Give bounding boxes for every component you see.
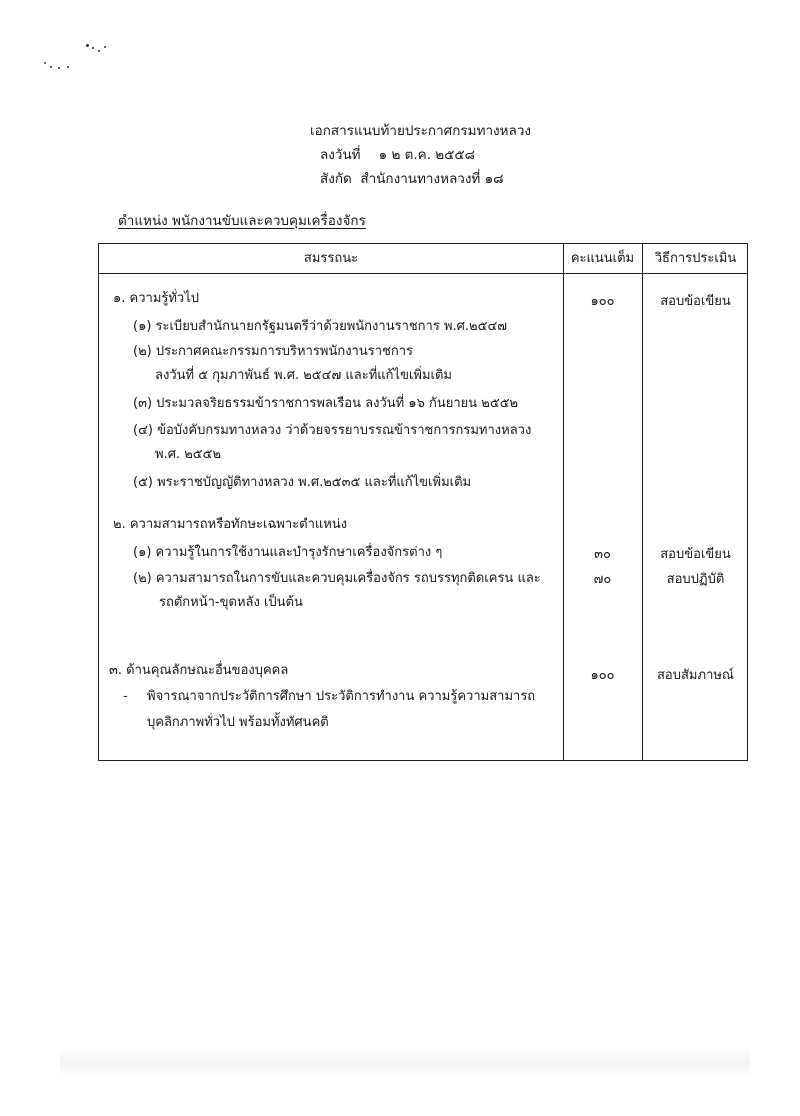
document-header — [310, 119, 531, 191]
announcement-title: เอกสารแนบท้ายประกาศกรมทางหลวง — [310, 123, 531, 139]
section3-method: สอบสัมภาษณ์ — [657, 668, 734, 683]
section1-score: ๑๐๐ — [590, 294, 615, 309]
date-label: ลงวันที่ — [320, 147, 361, 163]
position-title: ตำแหน่ง พนักงานขับและควบคุมเครื่องจักร — [118, 213, 366, 229]
section2-item: (๒) ความสามารถในการขับและควบคุมเครื่องจักร รถบรรทุกติดเครน และ — [133, 571, 541, 586]
section2-score: ๓๐ — [594, 547, 611, 562]
section2-title: ๒. ความสามารถหรือทักษะเฉพาะตำแหน่ง — [113, 517, 348, 532]
header-full-score: คะแนนเต็ม — [570, 251, 635, 266]
affiliation-line — [310, 167, 531, 191]
competency-table — [98, 243, 748, 761]
section3-score: ๑๐๐ — [590, 668, 615, 683]
section1-method: สอบข้อเขียน — [660, 294, 731, 309]
section1-item: พ.ศ. ๒๕๕๒ — [155, 447, 222, 462]
section1-item: (๔) ข้อบังคับกรมทางหลวง ว่าด้วยจรรยาบรรณข้าราชการกรมทางหลวง — [133, 423, 532, 438]
section3-item: พิจารณาจากประวัติการศึกษา ประวัติการทำงาน ความรู้ความสามารถ — [147, 689, 536, 704]
section1-item: (๑) ระเบียบสำนักนายกรัฐมนตรีว่าด้วยพนักงานราชการ พ.ศ.๒๕๔๗ — [133, 319, 508, 334]
affiliation-value: สำนักงานทางหลวงที่ ๑๘ — [360, 171, 504, 187]
section1-item: ลงวันที่ ๕ กุมภาพันธ์ พ.ศ. ๒๕๔๗ และที่แก้ไขเพิ่มเติม — [155, 368, 452, 383]
section3-item: บุคลิกภาพทั่วไป พร้อมทั้งทัศนคติ — [147, 715, 329, 730]
section1-item: (๓) ประมวลจริยธรรมข้าราชการพลเรือน ลงวันที่ ๑๖ กันยายน ๒๕๕๒ — [133, 396, 519, 411]
header-divider — [99, 273, 747, 274]
section1-item: (๕) พระราชบัญญัติทางหลวง พ.ศ.๒๕๓๕ และที่แก้ไขเพิ่มเติม — [133, 475, 472, 490]
section1-title: ๑. ความรู้ทั่วไป — [113, 291, 200, 306]
section3-bullet: - — [123, 689, 128, 704]
section2-method: สอบข้อเขียน — [660, 547, 731, 562]
date-line — [310, 143, 531, 167]
date-value: ๑ ๒ ต.ค. ๒๕๕๘ — [378, 147, 476, 163]
section2-item: (๑) ความรู้ในการใช้งานและบำรุงรักษาเครื่องจักรต่าง ๆ — [133, 545, 443, 560]
section2-score: ๗๐ — [593, 572, 612, 587]
scan-bleed — [60, 1048, 750, 1078]
affiliation-label: สังกัด — [320, 171, 352, 187]
header-competency: สมรรถนะ — [303, 251, 359, 266]
section1-item: (๒) ประกาศคณะกรรมการบริหารพนักงานราชการ — [133, 344, 413, 359]
section3-title: ๓. ด้านคุณลักษณะอื่นของบุคคล — [109, 663, 289, 678]
section2-method: สอบปฏิบัติ — [666, 572, 725, 587]
header-method: วิธีการประเมิน — [654, 251, 737, 266]
section2-item: รถตักหน้า-ขุดหลัง เป็นต้น — [159, 595, 303, 610]
